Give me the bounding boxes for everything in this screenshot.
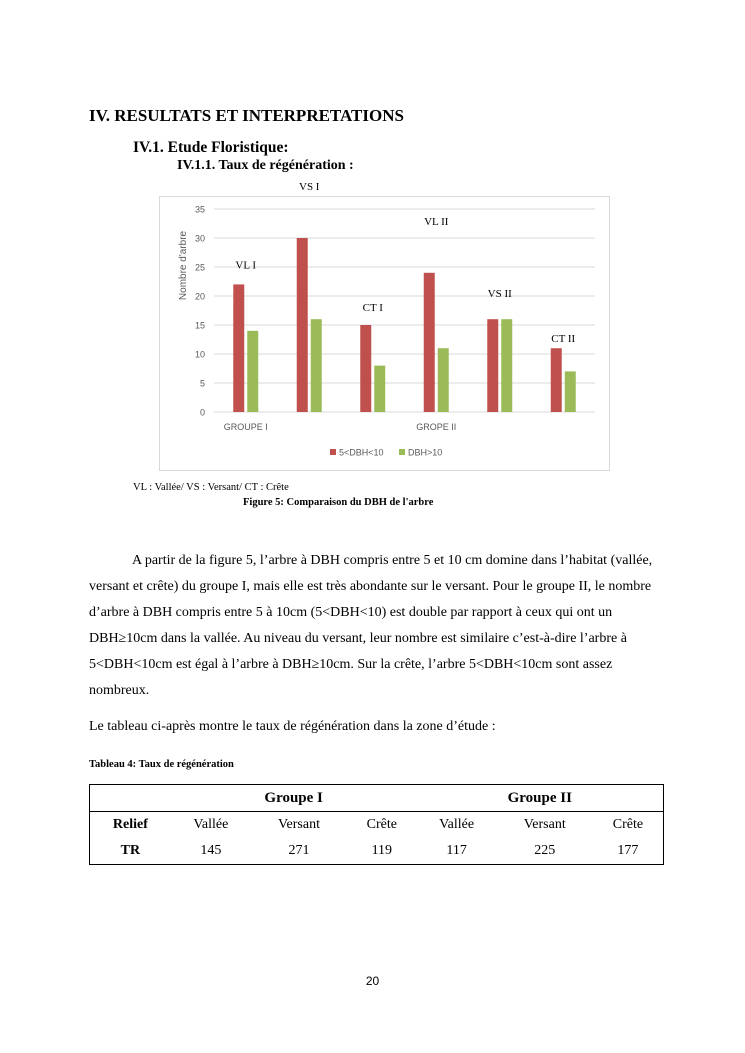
table-cell: 225 xyxy=(534,843,556,858)
bar-dbh-5-10 xyxy=(424,273,435,412)
y-axis-label: Nombre d'arbre xyxy=(178,230,189,301)
paragraph-interpretation: A partir de la figure 5, l’arbre à DBH compris entre 5 et 10 cm domine dans l’habitat (vallée, versant et crête) du groupe I, mais elle est très abondante sur le versant. Pour le groupe II, le nombre d’arbre à DBH compris entre 5 à 10cm (5<DBH<10) est double par rapport à ceux qui ont un DBH≥10cm dans la vallée. Au niveau du versant, leur nombre est similaire c’est-à-dire l’arbre à 5<DBH<10cm est égal à l’arbre à DBH≥10cm. Sur la crête, l’arbre 5<DBH<10cm sont assez nombreux. xyxy=(89,553,653,698)
subsection-heading: IV.1. Etude Floristique: xyxy=(133,139,289,156)
page-number: 20 xyxy=(365,974,380,988)
y-tick-label: 30 xyxy=(194,233,205,244)
group-1-header: Groupe I xyxy=(171,785,417,812)
category-label: VS II xyxy=(487,288,512,301)
category-label: CT I xyxy=(362,302,383,314)
table-cell: Crête xyxy=(366,817,397,832)
y-tick-label: 20 xyxy=(194,291,205,302)
legend-entry: DBH>10 xyxy=(408,447,443,458)
y-tick-label: 35 xyxy=(194,204,205,215)
table-cell: Versant xyxy=(277,817,320,832)
dbh-bar-chart xyxy=(159,181,610,471)
table-cell: 145 xyxy=(200,843,222,858)
bar-dbh-over-10 xyxy=(501,319,512,412)
table-cell: Versant xyxy=(523,817,566,832)
bar-dbh-over-10 xyxy=(565,371,576,412)
bar-dbh-over-10 xyxy=(374,366,385,412)
legend-swatch xyxy=(399,449,405,455)
bar-dbh-over-10 xyxy=(438,348,449,412)
y-tick-label: 25 xyxy=(194,262,205,273)
table-group-row xyxy=(90,785,664,812)
y-tick-label: 10 xyxy=(194,349,205,360)
subsubsection-heading: IV.1.1. Taux de régénération : xyxy=(177,158,354,173)
table-relief-row xyxy=(90,812,664,839)
relief-label: Relief xyxy=(112,817,148,832)
group-axis-label: GROUPE I xyxy=(223,422,268,432)
paragraph-table-intro: Le tableau ci-après montre le taux de régénération dans la zone d’étude : xyxy=(89,719,496,734)
legend-entry: 5<DBH<10 xyxy=(339,447,384,458)
category-label: VL II xyxy=(424,215,449,228)
y-tick-label: 5 xyxy=(199,378,205,389)
regeneration-table xyxy=(89,784,664,865)
bar-dbh-5-10 xyxy=(297,238,308,412)
bar-dbh-over-10 xyxy=(311,319,322,412)
table-caption: Tableau 4: Taux de régénération xyxy=(89,759,234,770)
table-cell: 177 xyxy=(617,843,639,858)
table-tr-row xyxy=(90,838,664,865)
section-heading: IV. RESULTATS ET INTERPRETATIONS xyxy=(89,106,404,125)
bar-dbh-over-10 xyxy=(247,331,258,412)
bar-dbh-5-10 xyxy=(360,325,371,412)
chart-abbreviation-note: VL : Vallée/ VS : Versant/ CT : Crête xyxy=(133,482,289,493)
table-cell: Vallée xyxy=(193,817,229,832)
y-tick-label: 0 xyxy=(199,407,205,418)
table-cell: 271 xyxy=(288,843,310,858)
group-2-header: Groupe II xyxy=(417,785,664,812)
table-cell: Vallée xyxy=(439,817,475,832)
table-cell: 117 xyxy=(446,843,467,858)
body-text xyxy=(89,548,663,704)
bar-dbh-5-10 xyxy=(551,348,562,412)
y-tick-label: 15 xyxy=(194,320,205,331)
group-axis-label: GROPE II xyxy=(416,422,457,432)
table-cell: 119 xyxy=(371,843,393,858)
legend-swatch xyxy=(330,449,336,455)
bar-dbh-5-10 xyxy=(233,284,244,412)
bar-dbh-5-10 xyxy=(487,319,498,412)
table-cell: Crête xyxy=(612,817,644,832)
category-label: CT II xyxy=(551,333,576,346)
figure-caption: Figure 5: Comparaison du DBH de l'arbre xyxy=(243,497,434,508)
category-label: VL I xyxy=(235,259,257,272)
category-label: VS I xyxy=(299,181,320,193)
tr-label: TR xyxy=(120,843,141,858)
